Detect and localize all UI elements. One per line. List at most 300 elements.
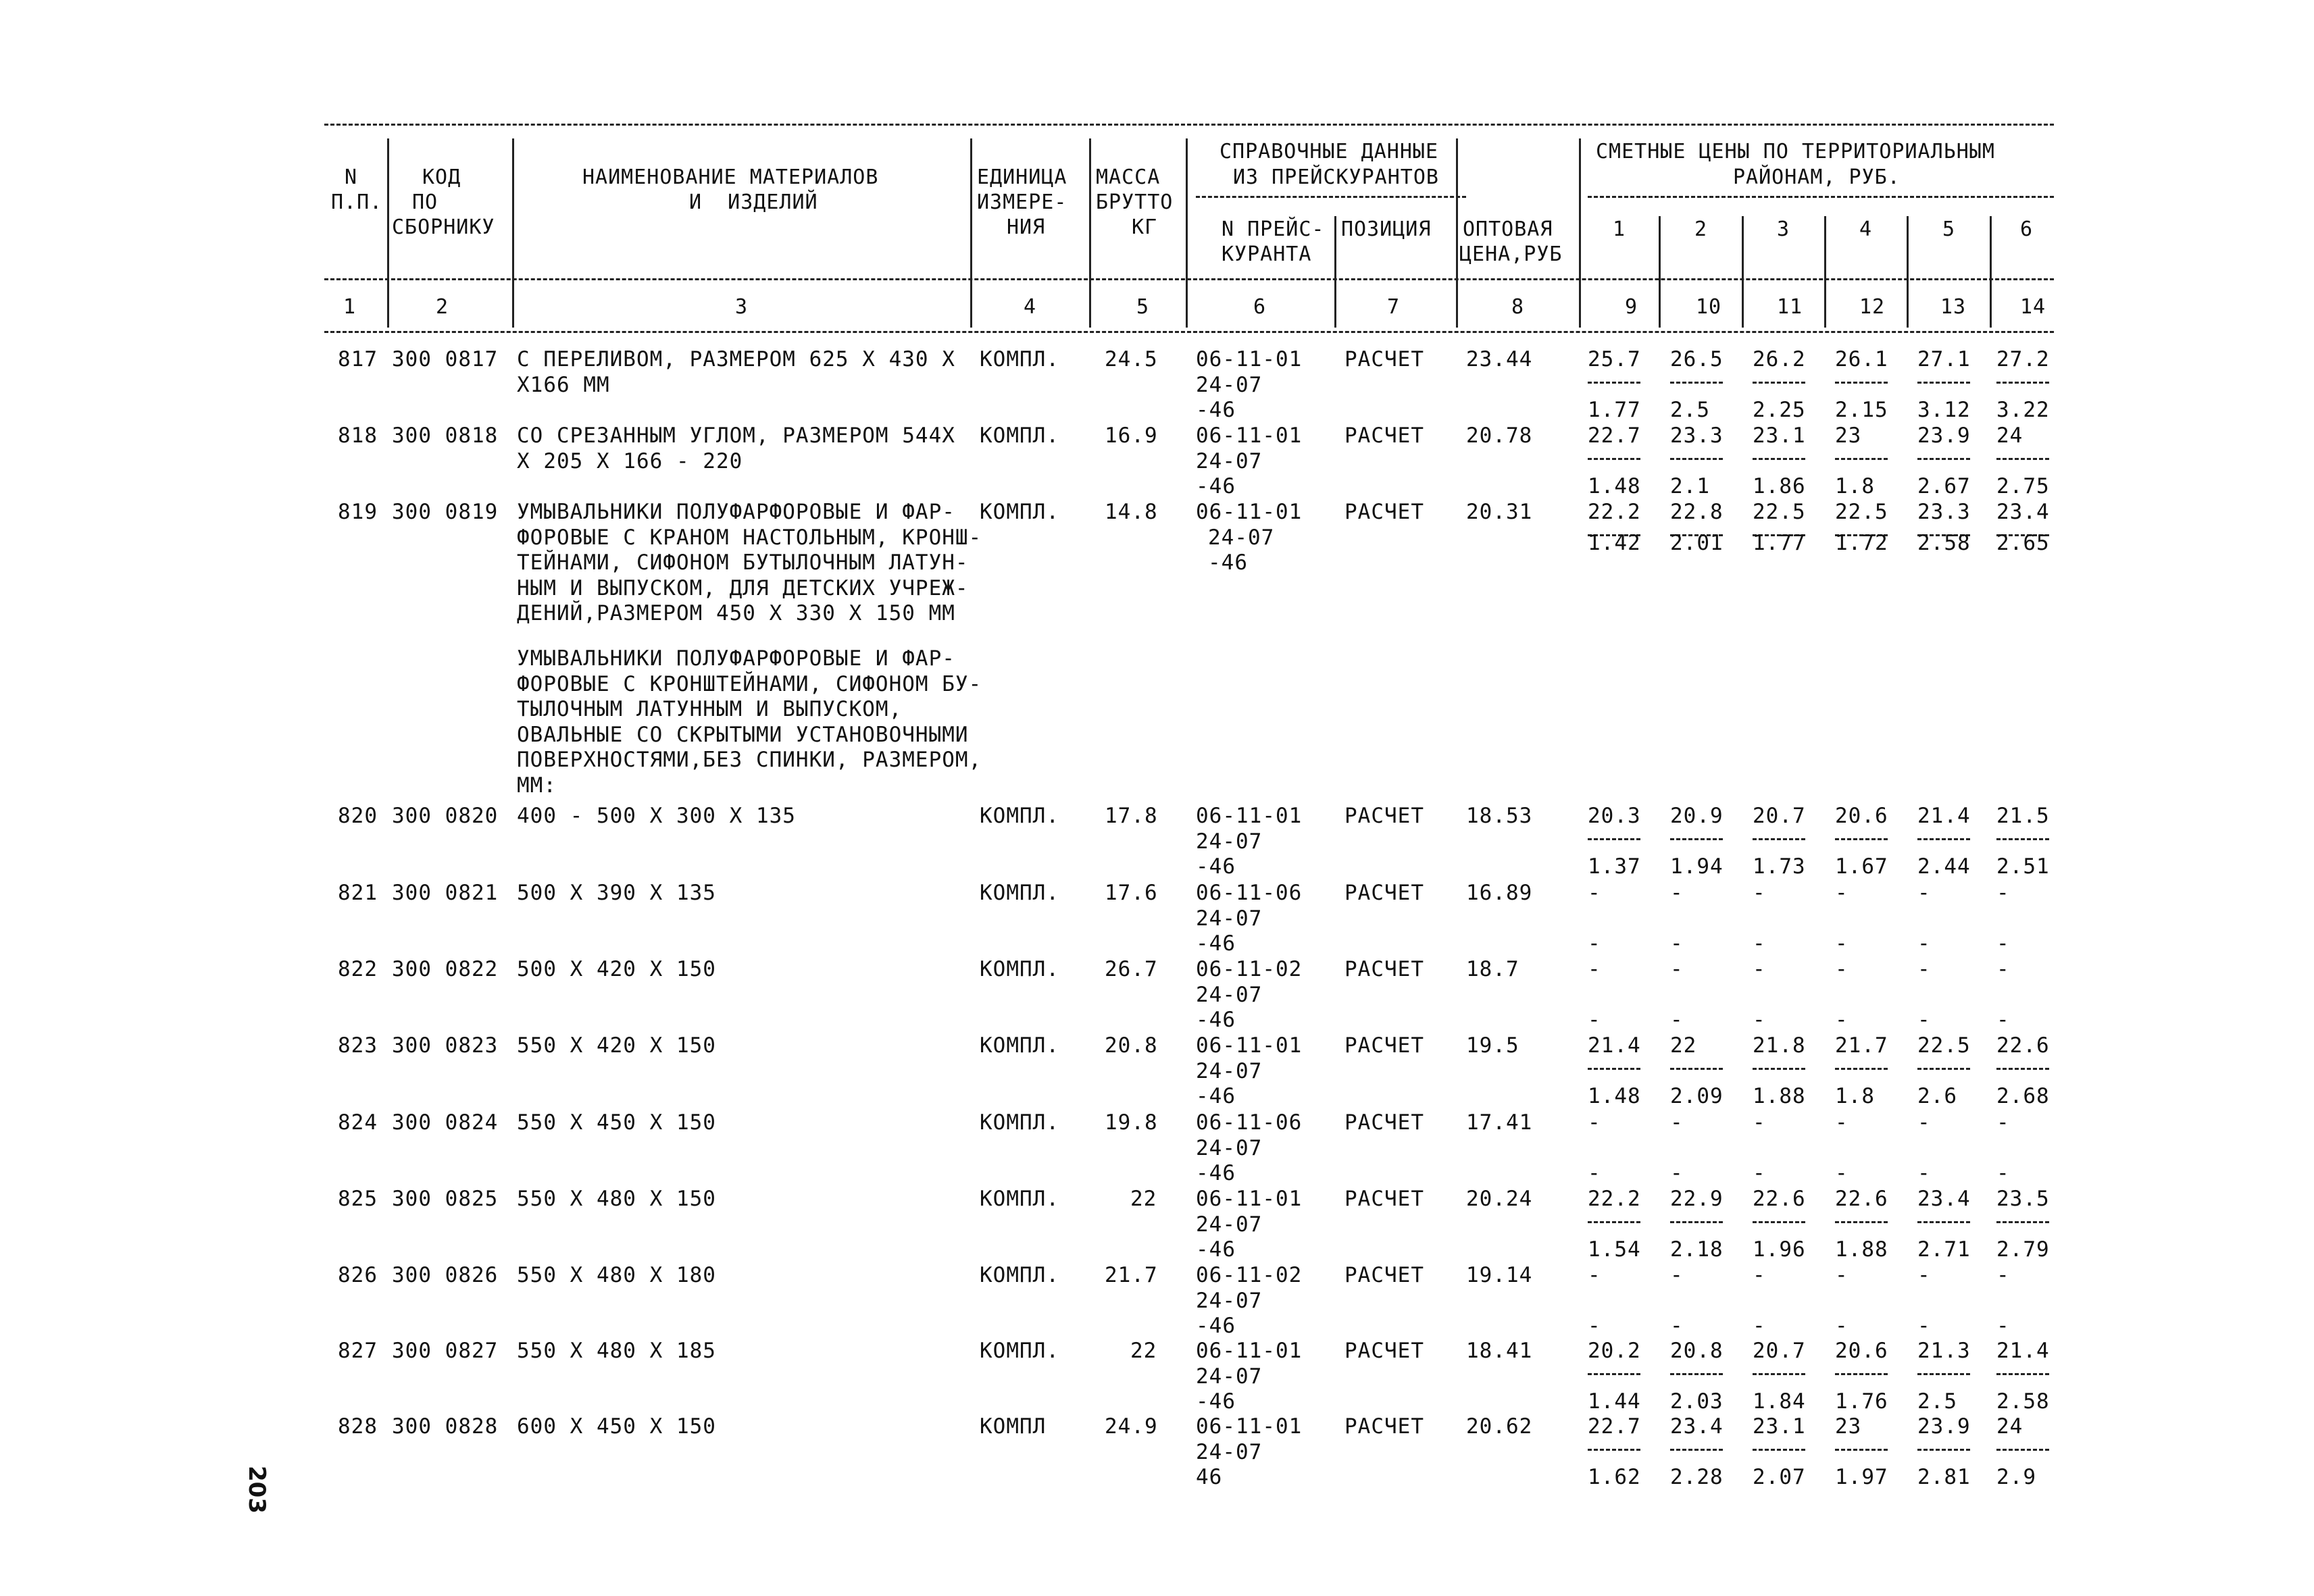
- row-position: РАСЧЕТ: [1344, 1110, 1424, 1135]
- row-number: 821: [338, 881, 378, 905]
- header-divider: [512, 138, 514, 328]
- hdr-num-bot: П.П.: [331, 190, 383, 214]
- row-pricelist-line: 06-11-01: [1196, 347, 1303, 371]
- region-transport-cost: 1.94: [1670, 854, 1724, 879]
- row-pricelist-line: -46: [1196, 1084, 1236, 1108]
- region-price: -: [1753, 1263, 1766, 1287]
- region-price: 20.6: [1835, 804, 1888, 828]
- row-number: 826: [338, 1263, 378, 1287]
- region-transport-cost: 1.88: [1835, 1237, 1888, 1262]
- row-name-line: 400 - 500 Х 300 Х 135: [517, 804, 796, 828]
- fraction-bar: [1670, 1068, 1723, 1070]
- row-name-line: 550 Х 450 Х 150: [517, 1110, 716, 1135]
- region-transport-cost: -: [1588, 1008, 1601, 1032]
- fraction-bar: [1835, 458, 1888, 460]
- region-price: 23.5: [1996, 1187, 2050, 1211]
- region-transport-cost: 2.15: [1835, 398, 1888, 422]
- hdr-code-a: КОД: [422, 165, 461, 189]
- hdr-mass-c: КГ: [1132, 215, 1158, 239]
- fraction-bar: [1996, 382, 2049, 384]
- region-transport-cost: -: [1670, 1314, 1684, 1338]
- region-price: 22.7: [1588, 423, 1641, 448]
- region-transport-cost: -: [1753, 931, 1766, 956]
- header-divider: [1186, 138, 1188, 328]
- fraction-bar: [1670, 1449, 1723, 1451]
- row-name-line: 550 Х 420 Х 150: [517, 1033, 716, 1058]
- header-divider: [387, 138, 389, 328]
- region-transport-cost: 1.8: [1835, 1084, 1875, 1108]
- row-position: РАСЧЕТ: [1344, 1414, 1424, 1439]
- hdr-region: 5: [1942, 217, 1956, 241]
- row-name-line: ТЕЙНАМИ, СИФОНОМ БУТЫЛОЧНЫМ ЛАТУН-: [517, 550, 969, 575]
- hdr-ref-a: СПРАВОЧНЫЕ ДАННЫЕ: [1219, 140, 1439, 163]
- region-price: 21.7: [1835, 1033, 1888, 1058]
- region-price: -: [1670, 1263, 1684, 1287]
- row-mass: 19.8: [1105, 1110, 1158, 1135]
- row-unit: КОМПЛ.: [980, 1339, 1059, 1363]
- region-price: 23.1: [1753, 1414, 1806, 1439]
- fraction-bar: [1835, 1221, 1888, 1223]
- header-divider: [1579, 138, 1581, 328]
- row-name-line: 600 Х 450 Х 150: [517, 1414, 716, 1439]
- row-pricelist-line: 24-07: [1196, 372, 1263, 397]
- fraction-bar: [1588, 1373, 1640, 1375]
- row-position: РАСЧЕТ: [1344, 804, 1424, 828]
- hdr-code-c: СБОРНИКУ: [392, 215, 495, 239]
- group-heading-line: ММ:: [517, 773, 557, 798]
- fraction-bar: [1588, 1221, 1640, 1223]
- region-transport-cost: 1.97: [1835, 1465, 1888, 1489]
- region-transport-cost: 1.44: [1588, 1389, 1641, 1414]
- group-heading-line: ТЫЛОЧНЫМ ЛАТУННЫМ И ВЫПУСКОМ,: [517, 697, 903, 721]
- region-price: 23.4: [1917, 1187, 1971, 1211]
- region-transport-cost: 3.22: [1996, 398, 2050, 422]
- header-divider: [970, 138, 972, 328]
- col-number: 1: [343, 295, 357, 319]
- hdr-pl-b: КУРАНТА: [1222, 242, 1312, 266]
- region-price: 22.2: [1588, 1187, 1641, 1211]
- row-wholesale-price: 18.41: [1466, 1339, 1533, 1363]
- row-pricelist-line: -46: [1196, 931, 1236, 956]
- row-unit: КОМПЛ: [980, 1414, 1047, 1439]
- row-unit: КОМПЛ.: [980, 1187, 1059, 1211]
- region-price: 22.2: [1588, 500, 1641, 524]
- col-number: 10: [1696, 295, 1722, 319]
- row-pricelist-line: 24-07: [1196, 982, 1263, 1007]
- hdr-name-b: И ИЗДЕЛИЙ: [689, 190, 818, 214]
- fraction-bar: [1917, 838, 1970, 840]
- region-transport-cost: -: [1670, 1008, 1684, 1032]
- region-transport-cost: 1.72: [1835, 530, 1888, 555]
- region-transport-cost: 2.75: [1996, 474, 2050, 498]
- row-mass: 16.9: [1105, 423, 1158, 448]
- fraction-bar: [1753, 1373, 1805, 1375]
- region-transport-cost: -: [1917, 1161, 1931, 1185]
- row-name-line: С ПЕРЕЛИВОМ, РАЗМЕРОМ 625 Х 430 Х: [517, 347, 955, 371]
- fraction-bar: [1670, 382, 1723, 384]
- region-transport-cost: -: [1753, 1314, 1766, 1338]
- region-price: 24: [1996, 1414, 2023, 1439]
- row-mass: 24.9: [1105, 1414, 1158, 1439]
- region-price: 25.7: [1588, 347, 1641, 371]
- region-price: 20.2: [1588, 1339, 1641, 1363]
- region-transport-cost: -: [1588, 931, 1601, 956]
- col-number: 11: [1777, 295, 1803, 319]
- header-divider: [1824, 216, 1826, 328]
- fraction-bar: [1835, 1068, 1888, 1070]
- region-price: 23.9: [1917, 423, 1971, 448]
- row-pricelist-line: 06-11-01: [1196, 804, 1303, 828]
- region-price: -: [1835, 1110, 1848, 1135]
- region-transport-cost: -: [1996, 931, 2010, 956]
- region-price: 23.3: [1917, 500, 1971, 524]
- row-pricelist-line: 06-11-01: [1196, 423, 1303, 448]
- row-pricelist-line: -46: [1196, 1314, 1236, 1338]
- region-transport-cost: 1.86: [1753, 474, 1806, 498]
- region-transport-cost: 1.8: [1835, 474, 1875, 498]
- region-price: 20.9: [1670, 804, 1724, 828]
- region-transport-cost: -: [1996, 1314, 2010, 1338]
- row-number: 827: [338, 1339, 378, 1363]
- row-position: РАСЧЕТ: [1344, 1033, 1424, 1058]
- row-pricelist-line: 06-11-06: [1196, 881, 1303, 905]
- region-price: 21.4: [1588, 1033, 1641, 1058]
- region-price: 27.1: [1917, 347, 1971, 371]
- region-transport-cost: -: [1753, 1161, 1766, 1185]
- fraction-bar: [1588, 838, 1640, 840]
- region-price: 23.9: [1917, 1414, 1971, 1439]
- row-name-line: 550 Х 480 Х 180: [517, 1263, 716, 1287]
- region-transport-cost: 1.73: [1753, 854, 1806, 879]
- fraction-bar: [1996, 1221, 2049, 1223]
- region-transport-cost: 2.5: [1917, 1389, 1957, 1414]
- row-unit: КОМПЛ.: [980, 804, 1059, 828]
- row-pricelist-line: 24-07: [1196, 906, 1263, 931]
- region-transport-cost: 1.54: [1588, 1237, 1641, 1262]
- row-wholesale-price: 16.89: [1466, 881, 1533, 905]
- row-name-line: Х166 ММ: [517, 372, 610, 397]
- region-transport-cost: 2.67: [1917, 474, 1971, 498]
- col-number: 3: [735, 295, 749, 319]
- region-price: 21.4: [1917, 804, 1971, 828]
- region-price: -: [1996, 1263, 2010, 1287]
- header-bottom-rule: [324, 331, 2054, 333]
- region-price: -: [1753, 957, 1766, 981]
- row-code: 300 0822: [392, 957, 499, 981]
- hdr-num-top: N: [345, 165, 358, 189]
- row-position: РАСЧЕТ: [1344, 347, 1424, 371]
- row-name-line: ФОРОВЫЕ С КРАНОМ НАСТОЛЬНЫМ, КРОНШ-: [517, 525, 982, 550]
- region-price: -: [1835, 881, 1848, 905]
- region-transport-cost: 2.1: [1670, 474, 1710, 498]
- row-pricelist-line: 24-07: [1196, 829, 1263, 854]
- hdr-unit-b: ИЗМЕРЕ-: [977, 190, 1067, 214]
- region-transport-cost: 2.81: [1917, 1465, 1971, 1489]
- region-price: 23: [1835, 423, 1862, 448]
- row-code: 300 0821: [392, 881, 499, 905]
- region-price: -: [1917, 881, 1931, 905]
- row-name-line: 500 Х 420 Х 150: [517, 957, 716, 981]
- region-transport-cost: -: [1835, 931, 1848, 956]
- fraction-bar: [1670, 1373, 1723, 1375]
- row-pricelist-line: 24-07: [1196, 1439, 1263, 1464]
- region-transport-cost: -: [1753, 1008, 1766, 1032]
- region-price: 26.5: [1670, 347, 1724, 371]
- group-heading-line: УМЫВАЛЬНИКИ ПОЛУФАРФОРОВЫЕ И ФАР-: [517, 646, 955, 671]
- row-pricelist-line: 06-11-02: [1196, 1263, 1303, 1287]
- row-wholesale-price: 19.5: [1466, 1033, 1519, 1058]
- row-pricelist-line: -46: [1196, 474, 1236, 498]
- hdr-price-b: ЦЕНА,РУБ: [1459, 242, 1563, 266]
- row-number: 822: [338, 957, 378, 981]
- header-divider: [1456, 138, 1458, 328]
- row-code: 300 0828: [392, 1414, 499, 1439]
- row-pricelist-line: 06-11-01: [1196, 1414, 1303, 1439]
- row-position: РАСЧЕТ: [1344, 1187, 1424, 1211]
- fraction-bar: [1917, 382, 1970, 384]
- col-number: 4: [1024, 295, 1037, 319]
- region-price: 20.8: [1670, 1339, 1724, 1363]
- row-wholesale-price: 20.31: [1466, 500, 1533, 524]
- fraction-bar: [1753, 1221, 1805, 1223]
- region-transport-cost: 1.48: [1588, 474, 1641, 498]
- region-transport-cost: 2.65: [1996, 530, 2050, 555]
- region-transport-cost: 1.67: [1835, 854, 1888, 879]
- fraction-bar: [1753, 458, 1805, 460]
- header-divider: [1659, 216, 1661, 328]
- region-transport-cost: 1.84: [1753, 1389, 1806, 1414]
- header-sep-rule: [324, 278, 2054, 280]
- hdr-region: 6: [2020, 217, 2034, 241]
- row-number: 819: [338, 500, 378, 524]
- row-position: РАСЧЕТ: [1344, 881, 1424, 905]
- hdr-region: 2: [1694, 217, 1708, 241]
- region-price: -: [1996, 881, 2010, 905]
- region-price: 23.4: [1996, 500, 2050, 524]
- region-price: -: [1753, 881, 1766, 905]
- row-code: 300 0824: [392, 1110, 499, 1135]
- row-code: 300 0817: [392, 347, 499, 371]
- region-transport-cost: 1.62: [1588, 1465, 1641, 1489]
- region-price: 22.6: [1753, 1187, 1806, 1211]
- row-wholesale-price: 17.41: [1466, 1110, 1533, 1135]
- header-divider: [1990, 216, 1992, 328]
- region-price: -: [1917, 1110, 1931, 1135]
- fraction-bar: [1588, 458, 1640, 460]
- region-transport-cost: 1.96: [1753, 1237, 1806, 1262]
- row-mass: 22: [1130, 1187, 1157, 1211]
- row-pricelist-line: 06-11-01: [1196, 500, 1303, 524]
- row-wholesale-price: 23.44: [1466, 347, 1533, 371]
- header-divider: [1907, 216, 1909, 328]
- fraction-bar: [1670, 458, 1723, 460]
- row-pricelist-line: -46: [1196, 1237, 1236, 1262]
- region-transport-cost: 1.48: [1588, 1084, 1641, 1108]
- region-transport-cost: 1.37: [1588, 854, 1641, 879]
- hdr-est-b: РАЙОНАМ, РУБ.: [1733, 165, 1901, 189]
- fraction-bar: [1996, 838, 2049, 840]
- row-unit: КОМПЛ.: [980, 1263, 1059, 1287]
- row-mass: 14.8: [1105, 500, 1158, 524]
- row-position: РАСЧЕТ: [1344, 1339, 1424, 1363]
- region-price: -: [1835, 957, 1848, 981]
- region-price: 24: [1996, 423, 2023, 448]
- row-pricelist-line: 06-11-02: [1196, 957, 1303, 981]
- hdr-pos: ПОЗИЦИЯ: [1341, 217, 1432, 241]
- row-pricelist-line: 06-11-06: [1196, 1110, 1303, 1135]
- row-pricelist-line: -46: [1196, 854, 1236, 879]
- fraction-bar: [1996, 1068, 2049, 1070]
- region-transport-cost: 1.77: [1753, 530, 1806, 555]
- group-heading-line: ФОРОВЫЕ С КРОНШТЕЙНАМИ, СИФОНОМ БУ-: [517, 671, 982, 696]
- hdr-pl-a: N ПРЕЙС-: [1222, 217, 1325, 241]
- region-transport-cost: 2.9: [1996, 1465, 2036, 1489]
- region-transport-cost: 2.79: [1996, 1237, 2050, 1262]
- fraction-bar: [1996, 1373, 2049, 1375]
- row-unit: КОМПЛ.: [980, 423, 1059, 448]
- row-name-line: НЫМ И ВЫПУСКОМ, ДЛЯ ДЕТСКИХ УЧРЕЖ-: [517, 575, 969, 600]
- region-price: 22.9: [1670, 1187, 1724, 1211]
- region-transport-cost: 2.25: [1753, 398, 1806, 422]
- region-price: 23.1: [1753, 423, 1806, 448]
- row-unit: КОМПЛ.: [980, 1110, 1059, 1135]
- region-price: 21.4: [1996, 1339, 2050, 1363]
- region-transport-cost: -: [1835, 1008, 1848, 1032]
- fraction-bar: [1670, 1221, 1723, 1223]
- region-price: -: [1753, 1110, 1766, 1135]
- row-unit: КОМПЛ.: [980, 957, 1059, 981]
- header-divider: [1334, 216, 1336, 328]
- region-transport-cost: -: [1835, 1314, 1848, 1338]
- region-price: 22.6: [1996, 1033, 2050, 1058]
- hdr-name-a: НАИМЕНОВАНИЕ МАТЕРИАЛОВ: [582, 165, 879, 189]
- region-transport-cost: -: [1670, 931, 1684, 956]
- row-number: 824: [338, 1110, 378, 1135]
- header-divider: [1089, 138, 1091, 328]
- hdr-region: 4: [1859, 217, 1873, 241]
- fraction-bar: [1835, 1449, 1888, 1451]
- region-price: -: [1670, 1110, 1684, 1135]
- row-pricelist-line: 06-11-01: [1196, 1339, 1303, 1363]
- fraction-bar: [1753, 838, 1805, 840]
- row-pricelist-line: 06-11-01: [1196, 1033, 1303, 1058]
- row-unit: КОМПЛ.: [980, 881, 1059, 905]
- region-price: 20.7: [1753, 1339, 1806, 1363]
- row-mass: 22: [1130, 1339, 1157, 1363]
- col-number: 5: [1136, 295, 1150, 319]
- row-number: 818: [338, 423, 378, 448]
- row-pricelist-line: 24-07: [1196, 448, 1263, 473]
- region-price: 21.5: [1996, 804, 2050, 828]
- fraction-bar: [1588, 1068, 1640, 1070]
- region-transport-cost: 2.18: [1670, 1237, 1724, 1262]
- row-pricelist-line: -46: [1196, 1008, 1236, 1032]
- page-number: 203: [243, 1466, 270, 1514]
- fraction-bar: [1917, 1449, 1970, 1451]
- est-sub-rule: [1588, 196, 2054, 198]
- region-price: 21.3: [1917, 1339, 1971, 1363]
- fraction-bar: [1917, 1221, 1970, 1223]
- region-transport-cost: 2.71: [1917, 1237, 1971, 1262]
- fraction-bar: [1753, 1449, 1805, 1451]
- ref-sub-rule: [1196, 196, 1466, 198]
- fraction-bar: [1917, 458, 1970, 460]
- region-price: 22.8: [1670, 500, 1724, 524]
- hdr-mass-b: БРУТТО: [1096, 190, 1174, 214]
- row-pricelist-line: 24-07: [1196, 1135, 1263, 1160]
- hdr-mass-a: МАССА: [1096, 165, 1161, 189]
- region-transport-cost: 2.01: [1670, 530, 1724, 555]
- row-name-line: 500 Х 390 Х 135: [517, 881, 716, 905]
- row-position: РАСЧЕТ: [1344, 957, 1424, 981]
- row-pricelist-line: 24-07: [1208, 525, 1275, 550]
- header-top-rule: [324, 124, 2054, 126]
- row-wholesale-price: 19.14: [1466, 1263, 1533, 1287]
- row-wholesale-price: 18.53: [1466, 804, 1533, 828]
- row-unit: КОМПЛ.: [980, 500, 1059, 524]
- region-price: 22.7: [1588, 1414, 1641, 1439]
- hdr-region: 1: [1613, 217, 1626, 241]
- col-number: 6: [1253, 295, 1267, 319]
- row-number: 823: [338, 1033, 378, 1058]
- row-pricelist-line: -46: [1196, 1389, 1236, 1414]
- region-price: 22.5: [1753, 500, 1806, 524]
- col-number: 9: [1625, 295, 1638, 319]
- region-price: -: [1917, 957, 1931, 981]
- col-number: 2: [436, 295, 449, 319]
- row-mass: 20.8: [1105, 1033, 1158, 1058]
- region-transport-cost: 2.09: [1670, 1084, 1724, 1108]
- row-wholesale-price: 18.7: [1466, 957, 1519, 981]
- row-pricelist-line: 24-07: [1196, 1364, 1263, 1389]
- row-pricelist-line: 24-07: [1196, 1288, 1263, 1313]
- region-price: -: [1588, 1263, 1601, 1287]
- fraction-bar: [1588, 1449, 1640, 1451]
- row-pricelist-line: 24-07: [1196, 1058, 1263, 1083]
- region-price: -: [1917, 1263, 1931, 1287]
- region-price: -: [1588, 881, 1601, 905]
- hdr-price-a: ОПТОВАЯ: [1463, 217, 1553, 241]
- hdr-code-b: ПО: [412, 190, 438, 214]
- row-wholesale-price: 20.78: [1466, 423, 1533, 448]
- fraction-bar: [1996, 1449, 2049, 1451]
- row-code: 300 0825: [392, 1187, 499, 1211]
- region-transport-cost: 2.44: [1917, 854, 1971, 879]
- region-transport-cost: -: [1588, 1161, 1601, 1185]
- region-transport-cost: -: [1588, 1314, 1601, 1338]
- row-code: 300 0827: [392, 1339, 499, 1363]
- group-heading-line: ПОВЕРХНОСТЯМИ,БЕЗ СПИНКИ, РАЗМЕРОМ,: [517, 748, 982, 772]
- row-name-line: ДЕНИЙ,РАЗМЕРОМ 450 Х 330 Х 150 ММ: [517, 601, 955, 625]
- row-code: 300 0820: [392, 804, 499, 828]
- region-transport-cost: 1.76: [1835, 1389, 1888, 1414]
- region-price: 26.1: [1835, 347, 1888, 371]
- region-transport-cost: -: [1670, 1161, 1684, 1185]
- fraction-bar: [1996, 458, 2049, 460]
- row-mass: 17.8: [1105, 804, 1158, 828]
- row-name-line: Х 205 Х 166 - 220: [517, 448, 743, 473]
- row-name-line: 550 Х 480 Х 185: [517, 1339, 716, 1363]
- region-price: -: [1588, 957, 1601, 981]
- row-mass: 17.6: [1105, 881, 1158, 905]
- row-mass: 21.7: [1105, 1263, 1158, 1287]
- row-unit: КОМПЛ.: [980, 1033, 1059, 1058]
- col-number: 14: [2020, 295, 2046, 319]
- region-transport-cost: 2.6: [1917, 1084, 1957, 1108]
- region-price: -: [1588, 1110, 1601, 1135]
- region-transport-cost: 2.51: [1996, 854, 2050, 879]
- row-wholesale-price: 20.62: [1466, 1414, 1533, 1439]
